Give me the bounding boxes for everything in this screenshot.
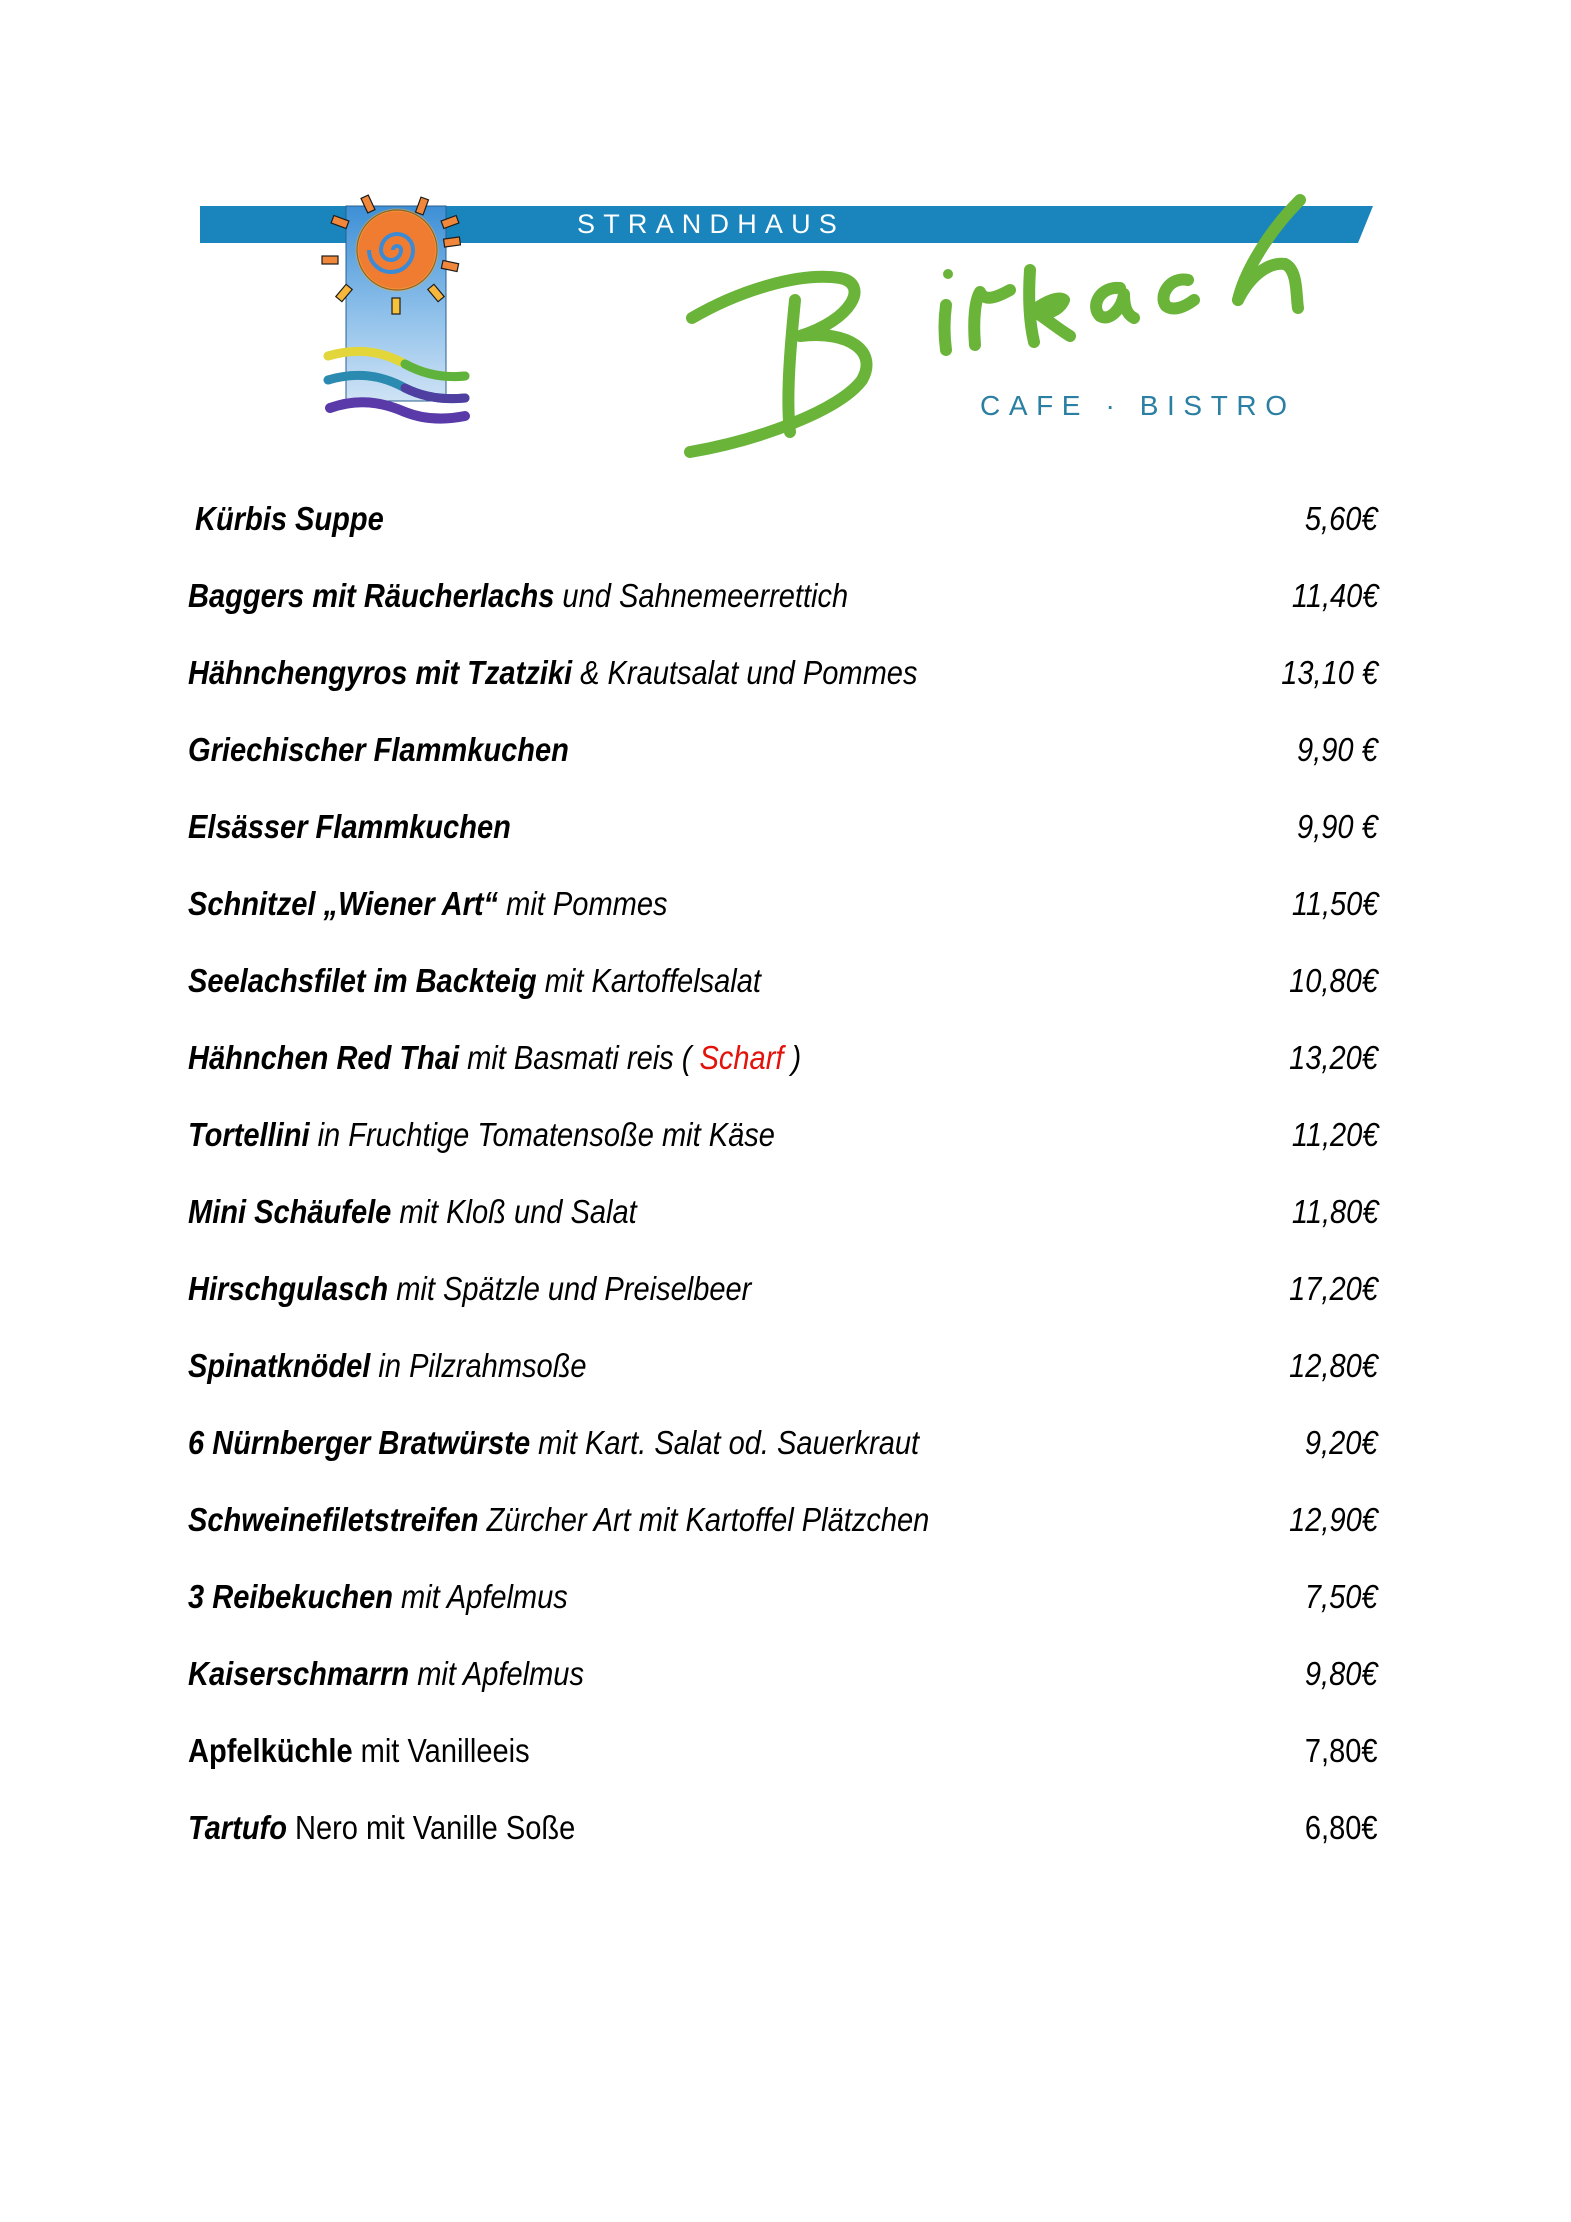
dish-name: Mini Schäufele: [188, 1193, 392, 1230]
menu-item: [188, 1640, 1378, 1690]
dish-name: Schweinefiletstreifen: [188, 1501, 479, 1538]
dish-description: mit Apfelmus: [392, 1578, 568, 1615]
dish-name: Tortellini: [188, 1116, 310, 1153]
dish-name: 6 Nürnberger Bratwürste: [188, 1424, 531, 1461]
spicy-label: Scharf: [699, 1039, 784, 1076]
dish-price: 11,40€: [1291, 577, 1378, 614]
dish-price: 9,20€: [1305, 1424, 1378, 1461]
dish-description: in Fruchtige Tomatensoße mit Käse: [309, 1116, 775, 1153]
dish-name: Seelachsfilet im Backteig: [188, 962, 537, 999]
menu-item: [188, 793, 1378, 843]
menu-item: [188, 1024, 1378, 1074]
dish-name: Hähnchen Red Thai: [188, 1039, 460, 1076]
dish-price: 13,20€: [1289, 1039, 1378, 1076]
dish-description: mit Kart. Salat od. Sauerkraut: [530, 1424, 920, 1461]
dish-name: Hirschgulasch: [188, 1270, 389, 1307]
dish-price: 9,80€: [1305, 1655, 1378, 1692]
dish-description: mit Apfelmus: [409, 1655, 584, 1692]
dish-description: in Pilzrahmsoße: [370, 1347, 587, 1384]
dish-description: mit Kloß und Salat: [391, 1193, 637, 1230]
dish-name: Kaiserschmarrn: [188, 1655, 410, 1692]
menu-item: [188, 562, 1378, 612]
menu-item: [188, 639, 1378, 689]
dish-price: 13,10 €: [1281, 654, 1378, 691]
cafe-bistro-label: CAFE · BISTRO: [980, 390, 1296, 421]
menu-item: [195, 485, 1378, 535]
dish-description: Nero mit Vanille Soße: [286, 1809, 576, 1846]
dish-price: 5,60€: [1305, 500, 1378, 537]
menu-item: [188, 1101, 1378, 1151]
dish-price: 7,50€: [1305, 1578, 1378, 1615]
dish-name: Spinatknödel: [188, 1347, 371, 1384]
dish-description: mit Pommes: [498, 885, 668, 922]
dish-price: 9,90 €: [1297, 731, 1378, 768]
dish-price: 11,80€: [1291, 1193, 1378, 1230]
dish-description: Zürcher Art mit Kartoffel Plätzchen: [478, 1501, 930, 1538]
menu-item: [188, 1794, 1378, 1844]
restaurant-logo: [0, 0, 1571, 480]
dish-name: Baggers mit Räucherlachs: [188, 577, 555, 614]
dish-description: mit Vanilleeis: [352, 1732, 530, 1769]
dish-price: 11,50€: [1291, 885, 1378, 922]
dish-name: Apfelküchle: [188, 1732, 353, 1769]
dish-name: Elsässer Flammkuchen: [188, 808, 511, 845]
dish-name: 3 Reibekuchen: [188, 1578, 393, 1615]
dish-price: 9,90 €: [1297, 808, 1378, 845]
sun-spiral-icon: [357, 210, 437, 290]
dish-description: mit Basmati reis (: [459, 1039, 700, 1076]
dish-name: Hähnchengyros mit Tzatziki: [188, 654, 573, 691]
dish-price: 10,80€: [1289, 962, 1378, 999]
menu-item: [188, 1332, 1378, 1382]
dish-description: mit Spätzle und Preiselbeer: [388, 1270, 752, 1307]
dish-description: & Krautsalat und Pommes: [572, 654, 918, 691]
dish-price: 12,90€: [1289, 1501, 1378, 1538]
dish-price: 12,80€: [1289, 1347, 1378, 1384]
menu-item: [188, 1178, 1378, 1228]
dish-name: Griechischer Flammkuchen: [188, 731, 569, 768]
menu-item: [188, 947, 1378, 997]
dish-name: Tartufo: [188, 1809, 287, 1846]
menu-item: [188, 1563, 1378, 1613]
menu-item: [188, 1255, 1378, 1305]
dish-name: Schnitzel „Wiener Art“: [188, 885, 499, 922]
dish-price: 11,20€: [1291, 1116, 1378, 1153]
dish-price: 7,80€: [1305, 1732, 1378, 1769]
dish-description: mit Kartoffelsalat: [536, 962, 761, 999]
dish-name: Kürbis Suppe: [195, 500, 384, 537]
dish-description: und Sahnemeerrettich: [554, 577, 849, 614]
menu-item: [188, 1409, 1378, 1459]
menu-item: [188, 1717, 1378, 1767]
strandhaus-label: STRANDHAUS: [577, 209, 846, 239]
menu-item: [188, 870, 1378, 920]
dish-price: 17,20€: [1289, 1270, 1378, 1307]
dish-description-end: ): [783, 1039, 802, 1076]
menu-item: [188, 1486, 1378, 1536]
dish-price: 6,80€: [1305, 1809, 1378, 1846]
menu-item: [188, 716, 1378, 766]
